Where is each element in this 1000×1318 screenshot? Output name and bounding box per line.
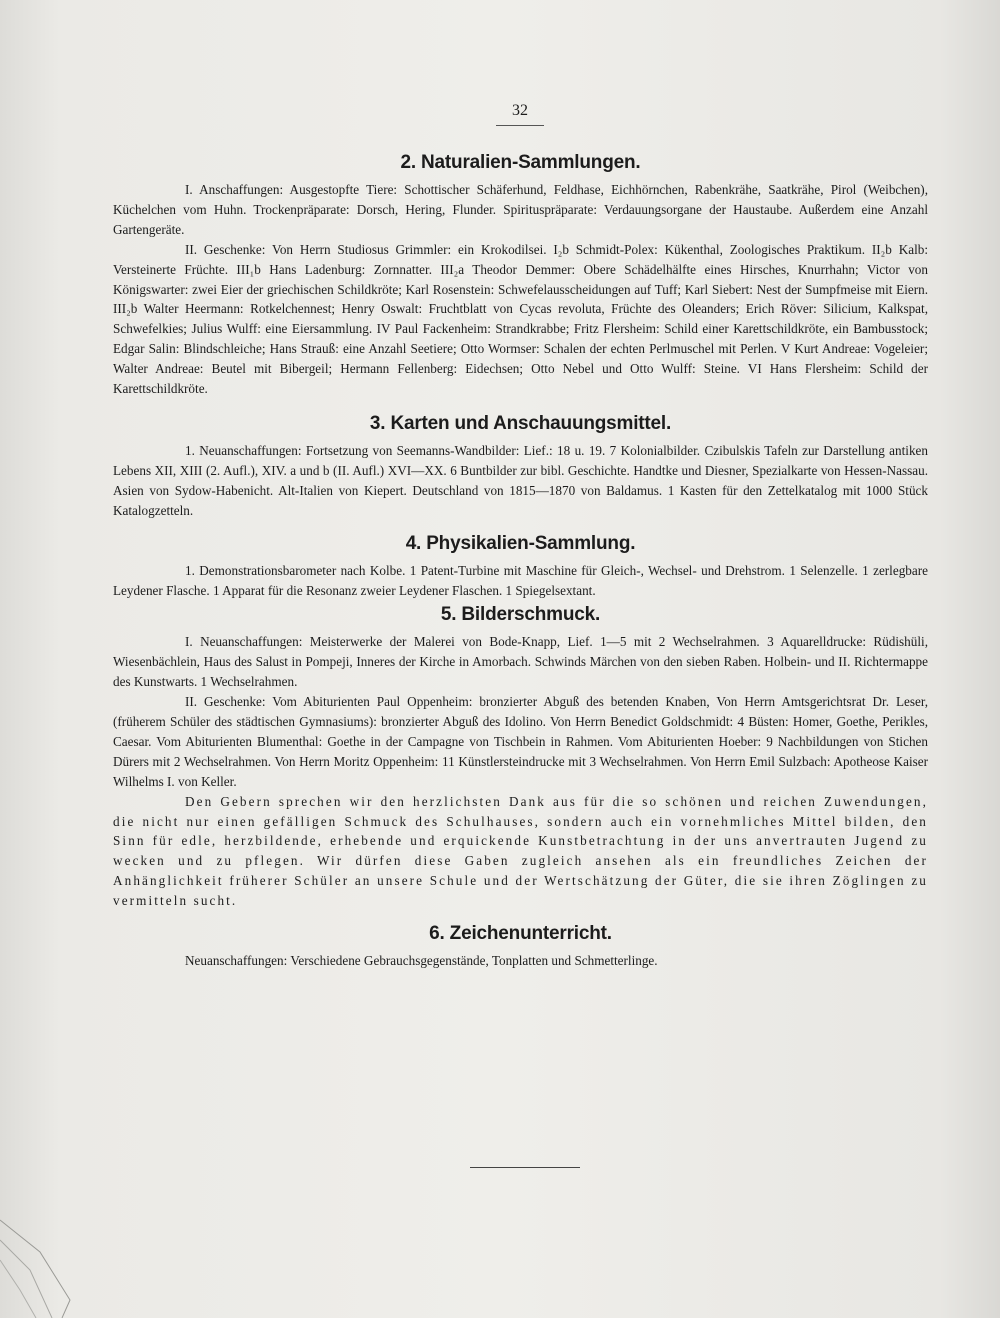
document-body [113, 148, 928, 971]
section-heading: 5. Bilderschmuck. [440, 604, 601, 626]
paragraph: Den Gebern sprechen wir den herzlichsten Dank aus für die so schönen und reichen Zuwendungen, die nicht nur einen gefälligen Schmuck des Schulhauses, sondern auch ein vornehmliches Mittel bilden, den Sinn für edle, herzbildende, erhebende und erquickende Kunstbetrachtung in der uns anvertrauten Jugend zu wecken und zu pflegen. Wir dürfen diese Gaben zugleich ansehen als ein freundliches Zeichen der Anhänglichkeit früherer Schüler an unsere Schule und der Wertschätzung der Güter, die sie ihren Zöglingen zu vermitteln sucht. [113, 793, 928, 909]
closing-rule [470, 1167, 580, 1168]
paragraph: 1. Neuanschaffungen: Fortsetzung von Seemanns-Wandbilder: Lief.: 18 u. 19. 7 Kolonialbilder. Czibulskis Tafeln zur Darstellung antiken Lebens XII, XIII (2. Aufl.), XIV. a und b (II. Aufl.) XVI—XX. 6 Buntbilder zur bibl. Geschichte. Handtke und Diesner, Spezialkarte von Hessen-Nassau. Asien von Sydow-Habenicht. Alt-Italien von Kiepert. Deutschland von 1815—1870 von Baldamus. 1 Kasten für den Zettelkatalog mit 1000 Stück Katalogzetteln. [113, 442, 928, 518]
section-heading: 2. Naturalien-Sammlungen. [400, 152, 641, 173]
section-karten [113, 413, 928, 521]
paragraph: II. Geschenke: Von Herrn Studiosus Grimmler: ein Krokodilsei. I₂b Schmidt-Polex: Kükenthal, Zoologisches Praktikum. II₂b Kalb: Versteinerte Früchte. III₁b Hans Ladenburg: Zornnatter. III₂a Theodor Demmer: Obere Schädelhälfte eines Hirsches, Knurrhahn; Victor von Königswarter: zwei Eier der griechischen Schildkröte; Karl Rosenstein: Schwefelausscheidungen auf Tuff; Karl Siebert: Nest der Sumpfmeise mit Eiern. III₂b Walter Heermann: Rotkelchennest; Henry Oswalt: Fruchtblatt von Cycas revoluta, Früchte des Oleanders; Erich Röver: Silicium, Kalkspat, Schwefelkies; Julius Wulff: eine Eiersammlung. IV Paul Fackenheim: Strandkrabbe; Fritz Flersheim: Schild einer Karettschildkröte, ein Bambusstock; Edgar Salin: Blindschleiche; Hans Strauß: eine Anzahl Seetiere; Otto Wormser: Schalen der echten Perlmuschel mit Perlen. V Kurt Andreae: Vogeleier; Walter Andreae: Beutel mit Bibergeil; Hermann Fellenberg: Eidechsen; Otto Nebel und Otto Wulff: Steine. VI Hans Flersheim: Schild der Karettschildkröte. [113, 241, 928, 397]
page-number-rule [496, 125, 544, 126]
section-heading: 4. Physikalien-Sammlung. [405, 532, 636, 554]
section-heading: 3. Karten und Anschauungsmittel. [369, 412, 672, 434]
page-corner-lines [0, 1200, 90, 1318]
section-physikalien [113, 533, 928, 601]
section-bilderschmuck [113, 604, 928, 911]
section-naturalien [113, 152, 928, 399]
paragraph: 1. Demonstrationsbarometer nach Kolbe. 1 Patent-Turbine mit Maschine für Gleich-, Wechsel- und Drehstrom. 1 Selenzelle. 1 zerlegbare Leydener Flasche. 1 Apparat für die Resonanz zweier Leydener Flaschen. 1 Spiegelsextant. [113, 562, 928, 598]
paragraph: Neuanschaffungen: Verschiedene Gebrauchsgegenstände, Tonplatten und Schmetterlinge. [185, 953, 658, 969]
section-heading: 6. Zeichenunterricht. [429, 923, 612, 945]
paragraph: I. Neuanschaffungen: Meisterwerke der Malerei von Bode-Knapp, Lief. 1—5 mit 2 Wechselrahmen. 3 Aquarelldrucke: Rüdishüli, Wiesenbächlein, Haus des Salust in Pompeji, Inneres der Kirche in Amorbach. Schwinds Märchen von den sieben Raben. Holbein- und II. Richtermappe des Kunstwarts. 1 Wechselrahmen. [113, 634, 928, 690]
section-zeichenunterricht [113, 923, 928, 971]
paragraph: I. Anschaffungen: Ausgestopfte Tiere: Schottischer Schäferhund, Feldhase, Eichhörnchen, Rabenkrähe, Saatkrähe, Pirol (Weibchen), Küchelchen vom Huhn. Trockenpräparate: Dorsch, Hering, Flunder. Spirituspräparate: Verdauungsorgane der Haustaube. Außerdem eine Anzahl Gartengeräte. [113, 182, 928, 237]
page-number: 32 [512, 102, 528, 119]
paragraph: II. Geschenke: Vom Abiturienten Paul Oppenheim: bronzierter Abguß des betenden Knaben, Von Herrn Amtsgerichtsrat Dr. Leser, (früherem Schüler des städtischen Gymnasiums): bronzierter Abguß des Idolino. Von Herrn Benedict Goldschmidt: 4 Büsten: Homer, Goethe, Perikles, Caesar. Vom Abiturienten Blumenthal: Goethe in der Campagne von Tischbein in Rahmen. Vom Abiturienten Hoeber: 9 Nachbildungen von Stichen Dürers mit 2 Wechselrahmen. Von Herrn Moritz Oppenheim: 11 Künstlersteindrucke mit 3 Wechselrahmen. Von Herrn Emil Sulzbach: Apotheose Kaiser Wilhelms I. von Keller. [113, 694, 928, 789]
